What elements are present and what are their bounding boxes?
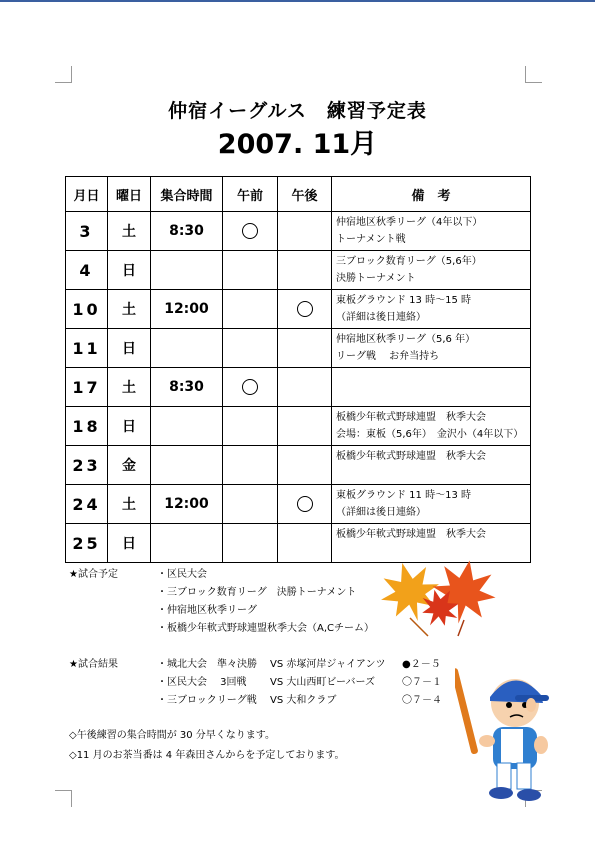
schedule-row — [66, 212, 531, 251]
am-cell — [223, 524, 278, 563]
maple-leaves-icon — [380, 558, 520, 638]
time-cell — [151, 329, 223, 368]
weekday-cell: 土 — [108, 485, 151, 524]
note-text: 決勝トーナメント — [336, 273, 416, 284]
schedule-row — [66, 329, 531, 368]
result-opponent: VS 大山西町ビーバーズ — [270, 677, 375, 688]
practice-mark-icon — [242, 379, 258, 395]
result-score: ●２－５ — [402, 659, 441, 670]
pm-cell — [278, 446, 332, 485]
weekday-cell: 土 — [108, 212, 151, 251]
pm-cell — [278, 485, 332, 524]
note-text: 三ブロック数育リーグ（5,6年） — [336, 256, 482, 267]
practice-mark-icon — [297, 496, 313, 512]
notes-cell — [332, 407, 531, 446]
practice-mark-icon — [297, 301, 313, 317]
notes-cell — [332, 212, 531, 251]
notes-cell — [332, 251, 531, 290]
practice-mark-icon — [242, 223, 258, 239]
am-cell — [223, 407, 278, 446]
day-cell: 25 — [66, 524, 108, 563]
note-line: ◇11 月のお茶当番は 4 年森田さんからを予定しております。 — [69, 750, 345, 761]
schedule-row — [66, 485, 531, 524]
schedule-row — [66, 446, 531, 485]
window-top-border — [0, 0, 595, 2]
document-date: 2007. 11月 — [217, 129, 378, 160]
notes-cell — [332, 485, 531, 524]
document-title: 仲宿イーグルス 練習予定表 — [168, 100, 427, 122]
weekday-cell: 土 — [108, 368, 151, 407]
planned-label: ★試合予定 — [69, 569, 118, 580]
note-line: ◇午後練習の集合時間が 30 分早くなります。 — [69, 730, 275, 741]
time-cell — [151, 524, 223, 563]
am-cell — [223, 485, 278, 524]
note-text: 東板グラウンド 13 時〜15 時 — [336, 295, 471, 306]
note-text: 会場：東板（5,6年） 金沢小（4年以下） — [336, 429, 524, 440]
day-cell: 17 — [66, 368, 108, 407]
schedule-row — [66, 368, 531, 407]
day-cell: 10 — [66, 290, 108, 329]
result-event: ・城北大会 準々決勝 — [157, 659, 257, 670]
am-cell — [223, 290, 278, 329]
am-cell — [223, 329, 278, 368]
margin-mark-top-left — [55, 66, 72, 83]
time-cell: 8:30 — [151, 368, 223, 407]
header-pm: 午後 — [278, 177, 332, 212]
note-text: リーグ戦 お弁当持ち — [336, 351, 440, 362]
header-weekday: 曜日 — [108, 177, 151, 212]
pm-cell — [278, 524, 332, 563]
header-am: 午前 — [223, 177, 278, 212]
pm-cell — [278, 407, 332, 446]
time-cell: 8:30 — [151, 212, 223, 251]
result-score: 〇７－４ — [402, 695, 442, 706]
notes-cell — [332, 329, 531, 368]
note-text: （詳細は後日連絡） — [336, 312, 426, 323]
notes-block — [69, 726, 345, 766]
notes-cell — [332, 524, 531, 563]
pm-cell — [278, 251, 332, 290]
baseball-player-icon — [455, 665, 555, 805]
am-cell — [223, 212, 278, 251]
result-event: ・三ブロックリーグ戦 — [157, 695, 257, 706]
header-time: 集合時間 — [151, 177, 223, 212]
note-text: （詳細は後日連絡） — [336, 507, 426, 518]
note-text: 板橋少年軟式野球連盟 秋季大会 — [336, 412, 486, 423]
weekday-cell: 日 — [108, 524, 151, 563]
notes-cell — [332, 446, 531, 485]
result-opponent: VS 赤塚河岸ジャイアンツ — [270, 659, 386, 670]
day-cell: 3 — [66, 212, 108, 251]
weekday-cell: 日 — [108, 251, 151, 290]
note-text: 東板グラウンド 11 時〜13 時 — [336, 490, 471, 501]
header-notes: 備 考 — [332, 177, 531, 212]
am-cell — [223, 446, 278, 485]
results-label: ★試合結果 — [69, 659, 118, 670]
planned-item: ・区民大会 — [157, 569, 207, 580]
planned-item: ・三ブロック数育リーグ 決勝トーナメント — [157, 587, 357, 598]
notes-cell — [332, 368, 531, 407]
time-cell — [151, 407, 223, 446]
note-text: トーナメント戦 — [336, 234, 406, 245]
schedule-row — [66, 524, 531, 563]
day-cell: 4 — [66, 251, 108, 290]
weekday-cell: 土 — [108, 290, 151, 329]
planned-item: ・仲宿地区秋季リーグ — [157, 605, 257, 616]
am-cell — [223, 368, 278, 407]
schedule-row — [66, 407, 531, 446]
note-text: 板橋少年軟式野球連盟 秋季大会 — [336, 451, 486, 462]
schedule-row — [66, 290, 531, 329]
time-cell — [151, 251, 223, 290]
schedule-table — [65, 176, 531, 563]
time-cell — [151, 446, 223, 485]
schedule-header-row — [66, 177, 531, 212]
day-cell: 11 — [66, 329, 108, 368]
time-cell: 12:00 — [151, 290, 223, 329]
weekday-cell: 日 — [108, 329, 151, 368]
weekday-cell: 金 — [108, 446, 151, 485]
pm-cell — [278, 212, 332, 251]
pm-cell — [278, 329, 332, 368]
result-opponent: VS 大和クラブ — [270, 695, 337, 706]
schedule-row — [66, 251, 531, 290]
notes-cell — [332, 290, 531, 329]
margin-mark-top-right — [525, 66, 542, 83]
day-cell: 23 — [66, 446, 108, 485]
result-score: 〇７－１ — [402, 677, 442, 688]
note-text: 板橋少年軟式野球連盟 秋季大会 — [336, 529, 486, 540]
note-text: 仲宿地区秋季リーグ（5,6 年） — [336, 334, 476, 345]
header-day: 月日 — [66, 177, 108, 212]
pm-cell — [278, 368, 332, 407]
day-cell: 24 — [66, 485, 108, 524]
time-cell: 12:00 — [151, 485, 223, 524]
margin-mark-bottom-left — [55, 790, 72, 807]
result-event: ・区民大会 3回戦 — [157, 677, 247, 688]
pm-cell — [278, 290, 332, 329]
note-text: 仲宿地区秋季リーグ（4年以下） — [336, 217, 483, 228]
am-cell — [223, 251, 278, 290]
weekday-cell: 日 — [108, 407, 151, 446]
planned-item: ・板橋少年軟式野球連盟秋季大会（A,Cチーム） — [157, 623, 375, 634]
day-cell: 18 — [66, 407, 108, 446]
